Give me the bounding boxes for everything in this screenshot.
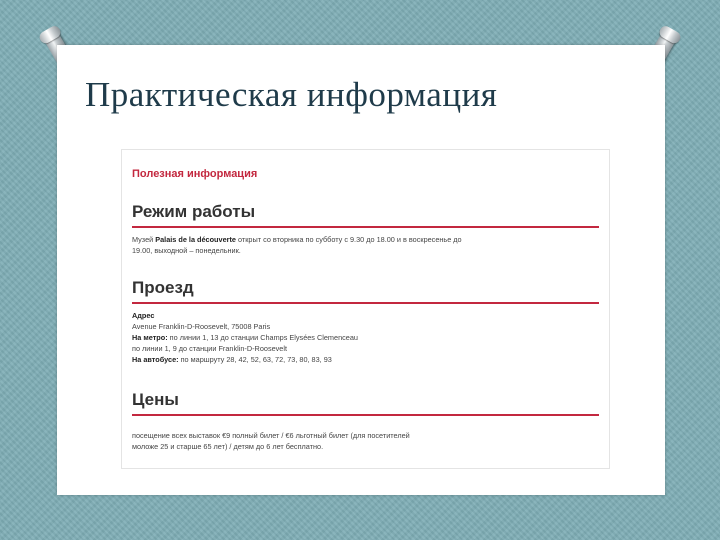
slide-title: Практическая информация <box>85 75 498 114</box>
section-divider <box>132 414 599 416</box>
metro-label: На метро: <box>132 333 168 342</box>
hours-text <box>132 234 597 256</box>
prices-heading: Цены <box>132 390 179 409</box>
slide <box>57 45 665 495</box>
info-panel <box>121 149 610 469</box>
museum-name: Palais de la découverte <box>155 235 236 244</box>
address-label: Адрес <box>132 311 155 320</box>
hours-line-2: 19.00, выходной – понедельник. <box>132 246 241 255</box>
hours-prefix: Музей <box>132 235 154 244</box>
hours-rest: открыт со вторника по субботу с 9.30 до 18.00 и в воскресенье до <box>238 235 462 244</box>
transport-text <box>132 310 597 365</box>
metro-value: по линии 1, 13 до станции Champs Elysées Clemenceau <box>169 333 358 342</box>
section-divider <box>132 302 599 304</box>
metro-line <box>132 332 597 343</box>
address-value: Avenue Franklin-D-Roosevelt, 75008 Paris <box>132 322 271 331</box>
transport-heading: Проезд <box>132 278 194 297</box>
prices-line-1: посещение всех выставок €9 полный билет / €6 льготный билет (для посетителей <box>132 431 410 440</box>
prices-line-2: моложе 25 и старше 65 лет) / детям до 6 лет бесплатно. <box>132 442 324 451</box>
prices-text <box>132 430 597 452</box>
hours-heading: Режим работы <box>132 202 256 221</box>
panel-title: Полезная информация <box>132 168 258 180</box>
bus-value: по маршруту 28, 42, 52, 63, 72, 73, 80, 83, 93 <box>180 355 332 364</box>
bus-label: На автобусе: <box>132 355 179 364</box>
bus-line <box>132 354 597 365</box>
metro-value-2: по линии 1, 9 до станции Franklin-D-Roosevelt <box>132 344 288 353</box>
hours-line-1 <box>132 234 597 245</box>
section-divider <box>132 226 599 228</box>
